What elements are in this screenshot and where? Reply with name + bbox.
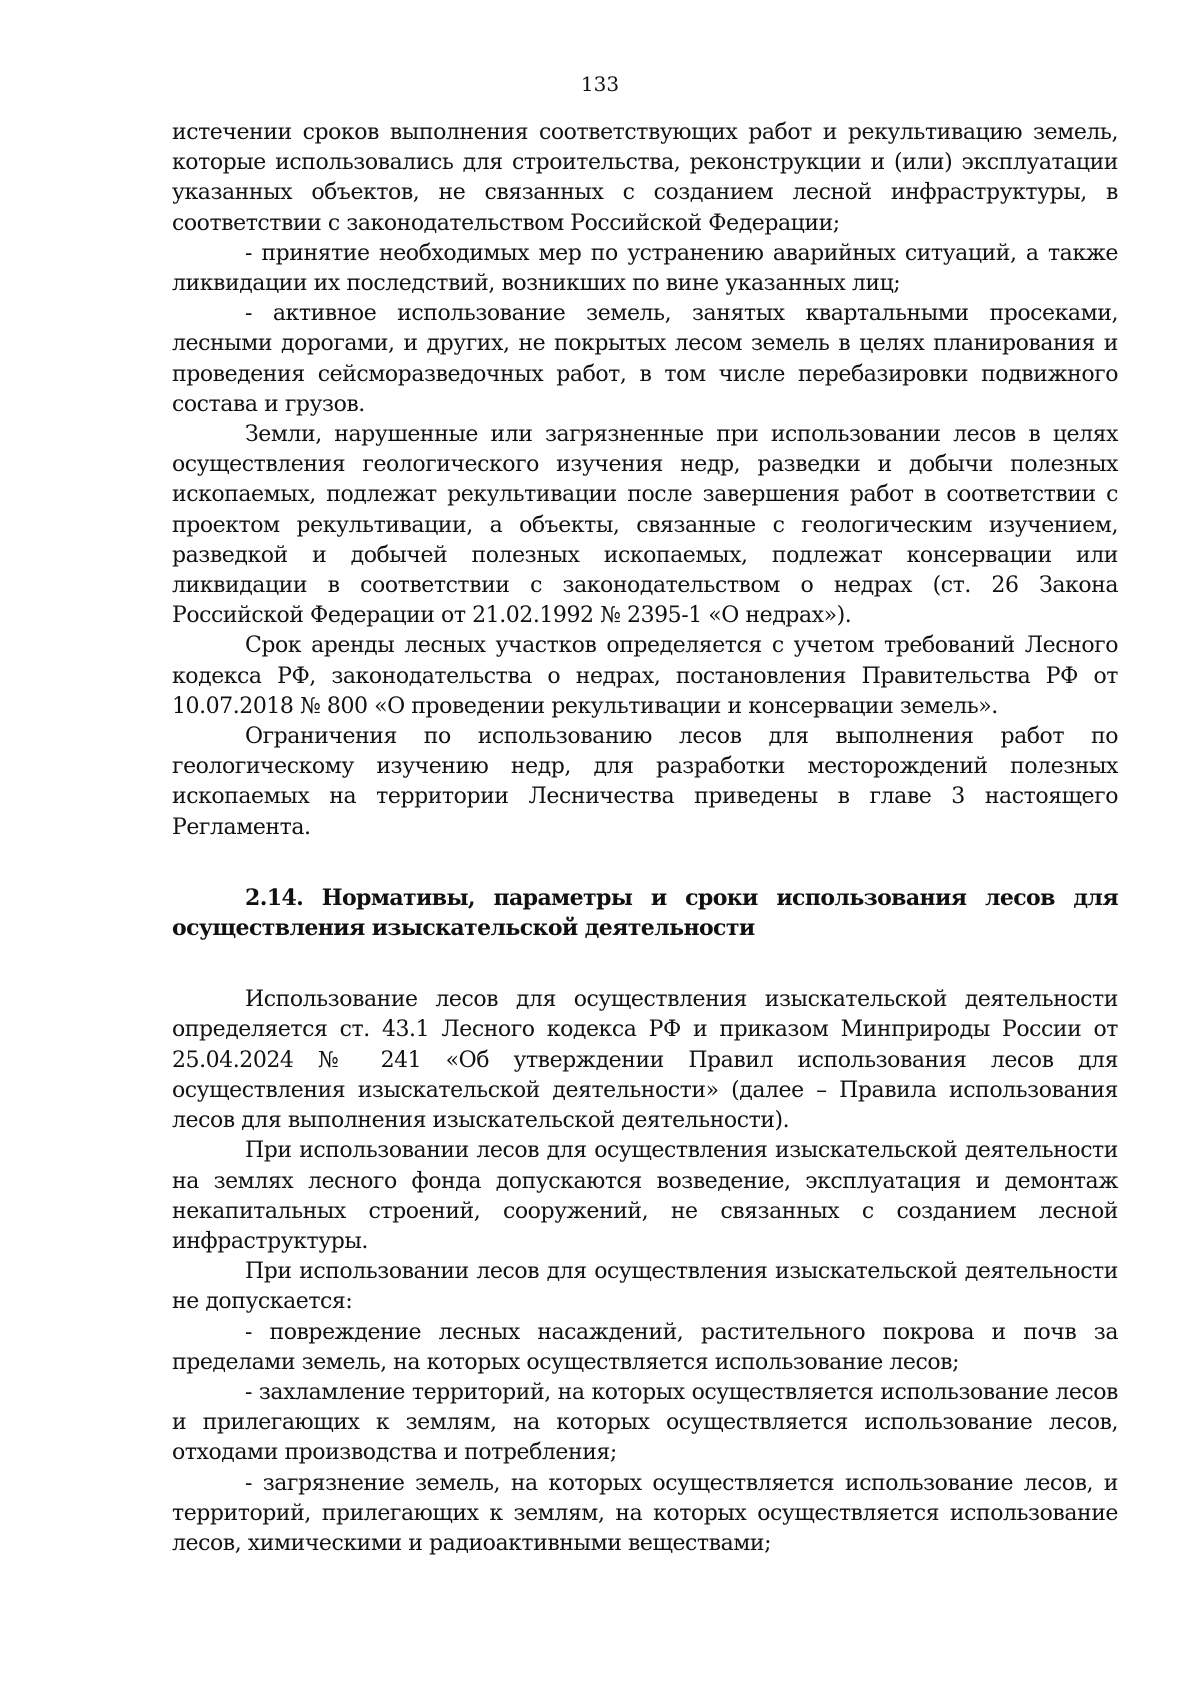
list-item-emergency-measures: - принятие необходимых мер по устранению аварийных ситуаций, а также ликвидации их последствий, возникших по вине указанных лиц; bbox=[172, 240, 1118, 297]
section-heading: 2.14. Нормативы, параметры и сроки использования лесов для осуществления изыскательской деятельности bbox=[172, 884, 1118, 942]
document-body bbox=[172, 118, 1118, 1559]
list-item-littering: - захламление территорий, на которых осуществляется использование лесов и прилегающих к землям, на которых осуществляется использование лесов, отходами производства и потребления; bbox=[172, 1379, 1118, 1466]
list-item-damage: - повреждение лесных насаждений, растительного покрова и почв за пределами земель, на которых осуществляется использование лесов; bbox=[172, 1319, 1118, 1375]
paragraph-lease-term: Срок аренды лесных участков определяется с учетом требований Лесного кодекса РФ, законодательства о недрах, постановления Правительства РФ от 10.07.2018 № 800 «О проведении рекультивации и консервации земель». bbox=[172, 633, 1118, 719]
page-number: 133 bbox=[580, 72, 620, 96]
list-item-active-land-use: - активное использование земель, занятых квартальными просеками, лесными дорогами, и других, не покрытых лесом земель в целях планирования и проведения сейсморазведочных работ, в том числе перебазировки подвижного состава и грузов. bbox=[172, 301, 1118, 417]
paragraph-allowed-structures: При использовании лесов для осуществления изыскательской деятельности на землях лесного фонда допускаются возведение, эксплуатация и демонтаж некапитальных строений, сооружений, не связанных с созданием лесной инфраструктуры. bbox=[172, 1138, 1118, 1254]
paragraph-land-reclamation: Земли, нарушенные или загрязненные при использовании лесов в целях осуществления геологического изучения недр, разведки и добычи полезных ископаемых, подлежат рекультивации после завершения работ в соответствии с проектом рекультивации, а объекты, связанные с геологическим изучением, разведкой и добычей полезных ископаемых, подлежат консервации или ликвидации в соответствии с законодательством о недрах (ст. 26 Закона Российской Федерации от 21.02.1992 № 2395-1 «О недрах»). bbox=[172, 422, 1118, 629]
list-item-pollution: - загрязнение земель, на которых осуществляется использование лесов, и территорий, прилегающих к землям, на которых осуществляется использование лесов, химическими и радиоактивными веществами; bbox=[172, 1470, 1118, 1556]
paragraph-continuation: истечении сроков выполнения соответствующих работ и рекультивацию земель, которые использовались для строительства, реконструкции и (или) эксплуатации указанных объектов, не связанных с созданием лесной инфраструктуры, в соответствии с законодательством Российской Федерации; bbox=[172, 120, 1118, 236]
paragraph-not-allowed-intro: При использовании лесов для осуществления изыскательской деятельности не допускается: bbox=[172, 1259, 1118, 1315]
paragraph-survey-use-basis: Использование лесов для осуществления изыскательской деятельности определяется ст. 43.1 Лесного кодекса РФ и приказом Минприроды России от 25.04.2024 № 241 «Об утверждении Правил использования лесов для осуществления изыскательской деятельности» (далее – Правила использования лесов для выполнения изыскательской деятельности). bbox=[172, 987, 1118, 1134]
paragraph-restrictions: Ограничения по использованию лесов для выполнения работ по геологическому изучению недр, для разработки месторождений полезных ископаемых на территории Лесничества приведены в главе 3 настоящего Регламента. bbox=[172, 724, 1118, 840]
